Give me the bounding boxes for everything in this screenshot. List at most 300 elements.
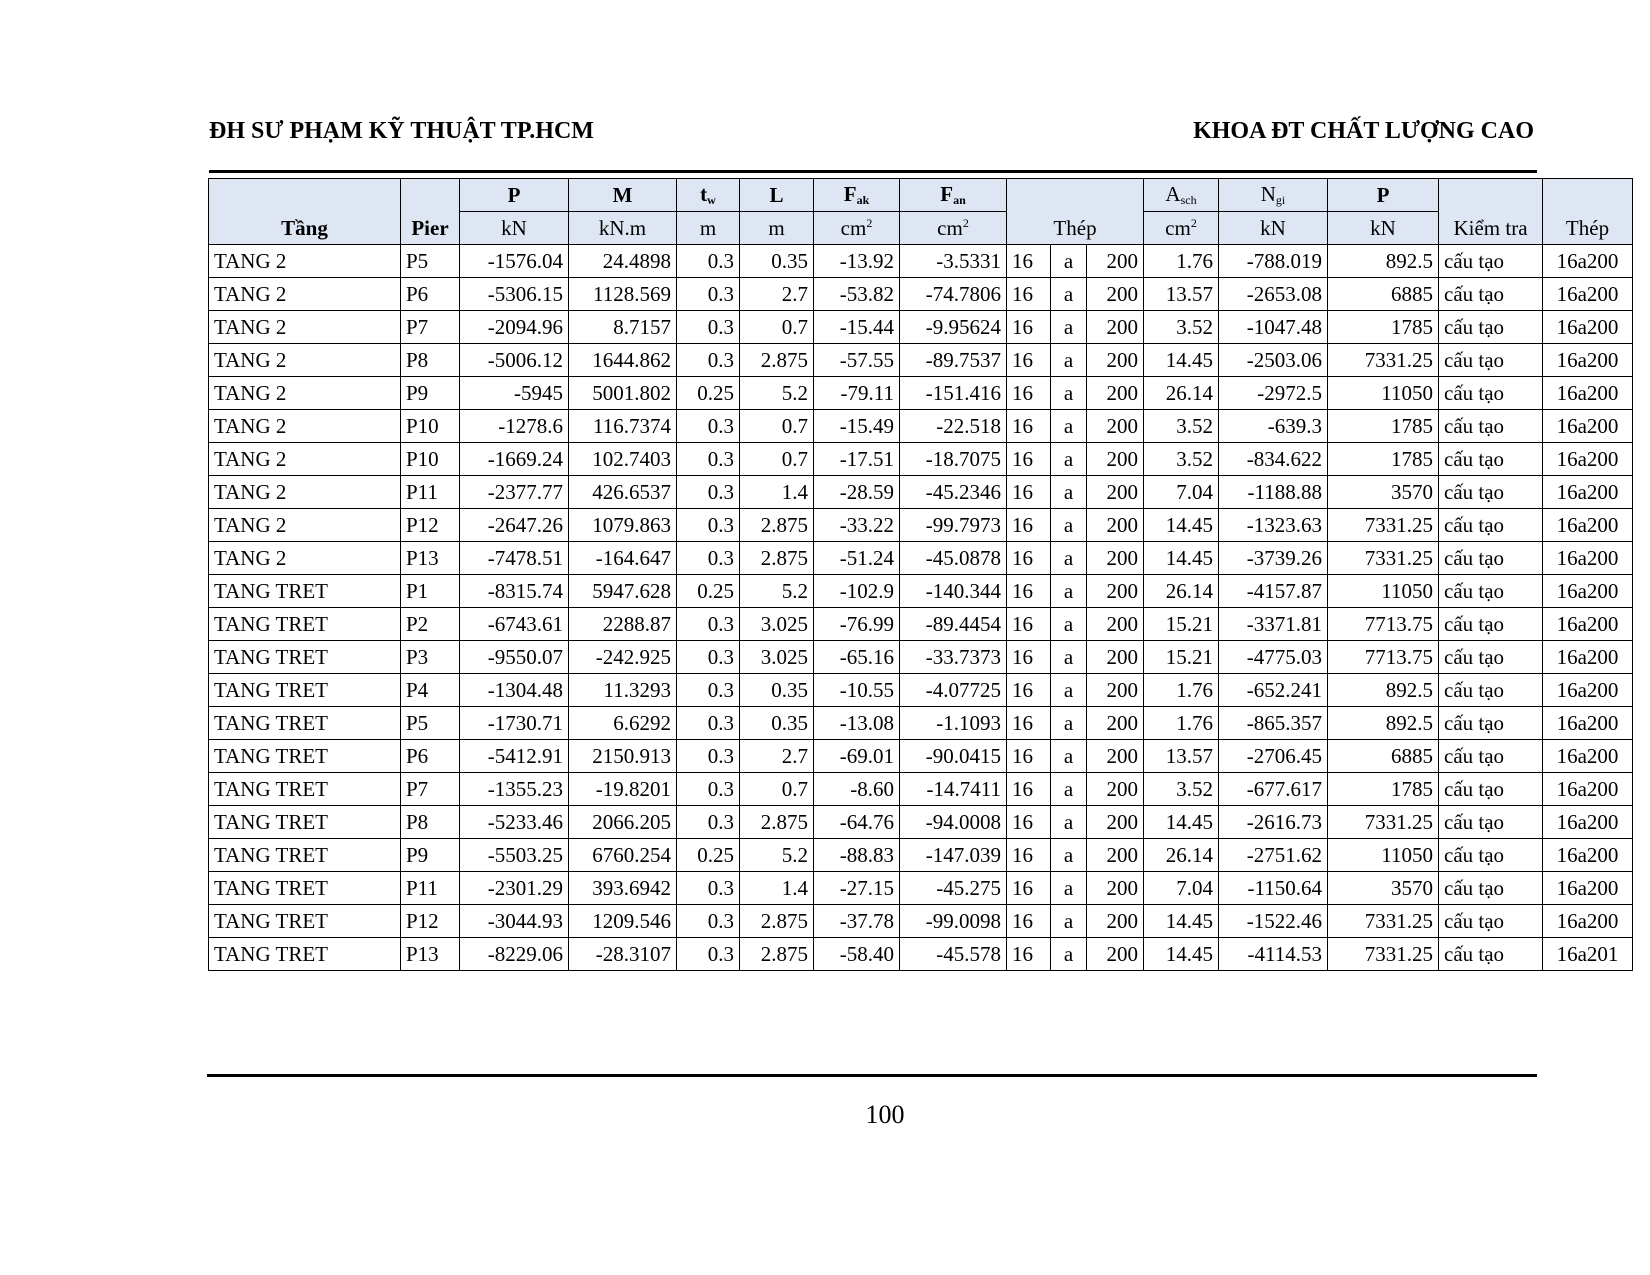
cell-thep: 16a200	[1543, 509, 1633, 542]
cell-fak: -76.99	[814, 608, 900, 641]
cell-m: 426.6537	[569, 476, 677, 509]
cell-m: -28.3107	[569, 938, 677, 971]
cell-bar-a: a	[1051, 509, 1087, 542]
cell-tang: TANG TRET	[209, 740, 401, 773]
cell-fan: -22.518	[900, 410, 1007, 443]
cell-p: -3044.93	[460, 905, 569, 938]
header-thep: Thép	[1007, 179, 1144, 245]
cell-asch: 26.14	[1144, 839, 1219, 872]
cell-asch: 14.45	[1144, 344, 1219, 377]
cell-m: 393.6942	[569, 872, 677, 905]
cell-fak: -79.11	[814, 377, 900, 410]
unit-asch: $cm^2$	[1144, 212, 1219, 245]
cell-bar-dia: 16	[1007, 707, 1051, 740]
table-row	[209, 311, 1633, 344]
cell-pier: P11	[401, 872, 460, 905]
cell-thep: 16a200	[1543, 278, 1633, 311]
table-row	[209, 377, 1633, 410]
cell-pier: P1	[401, 575, 460, 608]
cell-bar-a: a	[1051, 542, 1087, 575]
cell-kiem-tra: cấu tạo	[1439, 245, 1543, 278]
cell-p2: 6885	[1328, 740, 1439, 773]
cell-tw: 0.3	[677, 542, 740, 575]
cell-l: 0.7	[740, 773, 814, 806]
cell-ngi: -1188.88	[1219, 476, 1328, 509]
cell-bar-dia: 16	[1007, 278, 1051, 311]
cell-m: 1079.863	[569, 509, 677, 542]
header-tw: $t_w$	[677, 179, 740, 212]
cell-p: -6743.61	[460, 608, 569, 641]
cell-p2: 892.5	[1328, 674, 1439, 707]
cell-bar-dia: 16	[1007, 575, 1051, 608]
cell-tw: 0.3	[677, 443, 740, 476]
footer-rule	[207, 1074, 1537, 1077]
cell-fan: -99.0098	[900, 905, 1007, 938]
cell-bar-spacing: 200	[1087, 806, 1144, 839]
cell-kiem-tra: cấu tạo	[1439, 806, 1543, 839]
cell-tang: TANG TRET	[209, 773, 401, 806]
cell-p2: 11050	[1328, 377, 1439, 410]
cell-l: 0.7	[740, 410, 814, 443]
cell-fak: -33.22	[814, 509, 900, 542]
cell-bar-dia: 16	[1007, 905, 1051, 938]
cell-p: -1669.24	[460, 443, 569, 476]
cell-m: 5947.628	[569, 575, 677, 608]
cell-l: 2.875	[740, 806, 814, 839]
cell-bar-a: a	[1051, 806, 1087, 839]
cell-l: 2.875	[740, 344, 814, 377]
cell-p2: 7331.25	[1328, 905, 1439, 938]
table-row	[209, 278, 1633, 311]
cell-bar-a: a	[1051, 575, 1087, 608]
cell-kiem-tra: cấu tạo	[1439, 674, 1543, 707]
table-row	[209, 410, 1633, 443]
cell-bar-spacing: 200	[1087, 509, 1144, 542]
header-kiemtra: Kiểm tra	[1439, 179, 1543, 245]
cell-asch: 1.76	[1144, 707, 1219, 740]
cell-l: 0.35	[740, 245, 814, 278]
cell-p2: 1785	[1328, 410, 1439, 443]
cell-fak: -37.78	[814, 905, 900, 938]
cell-ngi: -639.3	[1219, 410, 1328, 443]
cell-kiem-tra: cấu tạo	[1439, 641, 1543, 674]
cell-ngi: -2751.62	[1219, 839, 1328, 872]
cell-p2: 892.5	[1328, 707, 1439, 740]
cell-m: 24.4898	[569, 245, 677, 278]
cell-fak: -10.55	[814, 674, 900, 707]
cell-kiem-tra: cấu tạo	[1439, 542, 1543, 575]
cell-bar-spacing: 200	[1087, 707, 1144, 740]
cell-tang: TANG 2	[209, 509, 401, 542]
cell-bar-dia: 16	[1007, 938, 1051, 971]
cell-p: -5412.91	[460, 740, 569, 773]
cell-pier: P9	[401, 377, 460, 410]
cell-bar-dia: 16	[1007, 410, 1051, 443]
cell-bar-spacing: 200	[1087, 575, 1144, 608]
cell-bar-a: a	[1051, 608, 1087, 641]
cell-m: 2288.87	[569, 608, 677, 641]
cell-p2: 1785	[1328, 443, 1439, 476]
header-p: P	[460, 179, 569, 212]
cell-fak: -57.55	[814, 344, 900, 377]
cell-ngi: -834.622	[1219, 443, 1328, 476]
cell-pier: P7	[401, 773, 460, 806]
cell-bar-dia: 16	[1007, 311, 1051, 344]
cell-bar-spacing: 200	[1087, 542, 1144, 575]
cell-p2: 3570	[1328, 872, 1439, 905]
cell-tang: TANG 2	[209, 410, 401, 443]
cell-thep: 16a200	[1543, 575, 1633, 608]
cell-bar-dia: 16	[1007, 773, 1051, 806]
cell-ngi: -652.241	[1219, 674, 1328, 707]
cell-bar-a: a	[1051, 410, 1087, 443]
cell-m: 8.7157	[569, 311, 677, 344]
cell-ngi: -2972.5	[1219, 377, 1328, 410]
cell-kiem-tra: cấu tạo	[1439, 476, 1543, 509]
cell-l: 2.875	[740, 542, 814, 575]
cell-bar-a: a	[1051, 443, 1087, 476]
cell-fak: -27.15	[814, 872, 900, 905]
cell-tang: TANG 2	[209, 311, 401, 344]
cell-thep: 16a200	[1543, 542, 1633, 575]
cell-kiem-tra: cấu tạo	[1439, 344, 1543, 377]
cell-asch: 14.45	[1144, 905, 1219, 938]
cell-fak: -15.44	[814, 311, 900, 344]
cell-bar-spacing: 200	[1087, 839, 1144, 872]
cell-tang: TANG TRET	[209, 839, 401, 872]
cell-asch: 3.52	[1144, 443, 1219, 476]
cell-ngi: -1047.48	[1219, 311, 1328, 344]
cell-p2: 7713.75	[1328, 608, 1439, 641]
cell-fan: -89.7537	[900, 344, 1007, 377]
cell-tang: TANG TRET	[209, 641, 401, 674]
cell-bar-spacing: 200	[1087, 410, 1144, 443]
cell-m: 116.7374	[569, 410, 677, 443]
cell-kiem-tra: cấu tạo	[1439, 509, 1543, 542]
cell-asch: 14.45	[1144, 509, 1219, 542]
unit-m: kN.m	[569, 212, 677, 245]
page-number: 100	[865, 1100, 905, 1129]
cell-bar-spacing: 200	[1087, 344, 1144, 377]
cell-asch: 15.21	[1144, 608, 1219, 641]
table-body	[209, 245, 1633, 971]
cell-l: 5.2	[740, 839, 814, 872]
cell-fan: -33.7373	[900, 641, 1007, 674]
cell-bar-spacing: 200	[1087, 938, 1144, 971]
cell-m: -242.925	[569, 641, 677, 674]
cell-p: -5306.15	[460, 278, 569, 311]
cell-kiem-tra: cấu tạo	[1439, 311, 1543, 344]
cell-pier: P7	[401, 311, 460, 344]
cell-bar-spacing: 200	[1087, 905, 1144, 938]
cell-ngi: -2616.73	[1219, 806, 1328, 839]
cell-pier: P13	[401, 542, 460, 575]
cell-fak: -17.51	[814, 443, 900, 476]
cell-tw: 0.3	[677, 311, 740, 344]
cell-p2: 7331.25	[1328, 344, 1439, 377]
cell-bar-a: a	[1051, 674, 1087, 707]
cell-tw: 0.3	[677, 641, 740, 674]
cell-pier: P12	[401, 509, 460, 542]
cell-p: -1576.04	[460, 245, 569, 278]
cell-p: -7478.51	[460, 542, 569, 575]
cell-m: 6760.254	[569, 839, 677, 872]
cell-bar-dia: 16	[1007, 344, 1051, 377]
cell-p2: 3570	[1328, 476, 1439, 509]
cell-bar-spacing: 200	[1087, 773, 1144, 806]
cell-p: -5233.46	[460, 806, 569, 839]
cell-tang: TANG TRET	[209, 707, 401, 740]
cell-tw: 0.3	[677, 410, 740, 443]
unit-fak: $cm^2$	[814, 212, 900, 245]
cell-p2: 7331.25	[1328, 938, 1439, 971]
table-row	[209, 641, 1633, 674]
cell-p2: 7331.25	[1328, 806, 1439, 839]
cell-bar-a: a	[1051, 377, 1087, 410]
cell-tw: 0.3	[677, 740, 740, 773]
cell-thep: 16a200	[1543, 740, 1633, 773]
cell-tw: 0.25	[677, 377, 740, 410]
cell-p: -1304.48	[460, 674, 569, 707]
cell-kiem-tra: cấu tạo	[1439, 938, 1543, 971]
cell-bar-a: a	[1051, 740, 1087, 773]
cell-bar-dia: 16	[1007, 608, 1051, 641]
cell-ngi: -3739.26	[1219, 542, 1328, 575]
cell-fan: -1.1093	[900, 707, 1007, 740]
cell-fan: -147.039	[900, 839, 1007, 872]
cell-fak: -69.01	[814, 740, 900, 773]
cell-bar-dia: 16	[1007, 839, 1051, 872]
header-asch: $A_{sch}$	[1144, 179, 1219, 212]
cell-fan: -45.2346	[900, 476, 1007, 509]
cell-p: -9550.07	[460, 641, 569, 674]
cell-ngi: -788.019	[1219, 245, 1328, 278]
cell-l: 5.2	[740, 377, 814, 410]
header-faculty: KHOA ĐT CHẤT LƯỢNG CAO	[1193, 118, 1534, 144]
header-pier: Pier	[401, 179, 460, 245]
unit-ngi: kN	[1219, 212, 1328, 245]
table-row	[209, 509, 1633, 542]
cell-fan: -9.95624	[900, 311, 1007, 344]
cell-tw: 0.3	[677, 476, 740, 509]
cell-ngi: -1150.64	[1219, 872, 1328, 905]
unit-p2: kN	[1328, 212, 1439, 245]
cell-m: 102.7403	[569, 443, 677, 476]
cell-fak: -58.40	[814, 938, 900, 971]
cell-ngi: -3371.81	[1219, 608, 1328, 641]
cell-p2: 7713.75	[1328, 641, 1439, 674]
header-university: ĐH SƯ PHẠM KỸ THUẬT TP.HCM	[209, 118, 594, 144]
cell-tw: 0.3	[677, 509, 740, 542]
cell-fan: -90.0415	[900, 740, 1007, 773]
cell-tang: TANG TRET	[209, 674, 401, 707]
cell-asch: 15.21	[1144, 641, 1219, 674]
cell-l: 3.025	[740, 641, 814, 674]
cell-m: 5001.802	[569, 377, 677, 410]
cell-bar-dia: 16	[1007, 674, 1051, 707]
cell-fan: -18.7075	[900, 443, 1007, 476]
cell-asch: 14.45	[1144, 938, 1219, 971]
cell-asch: 13.57	[1144, 740, 1219, 773]
cell-tw: 0.3	[677, 806, 740, 839]
cell-fan: -3.5331	[900, 245, 1007, 278]
cell-l: 0.35	[740, 674, 814, 707]
cell-ngi: -2503.06	[1219, 344, 1328, 377]
cell-pier: P8	[401, 806, 460, 839]
cell-asch: 13.57	[1144, 278, 1219, 311]
cell-bar-a: a	[1051, 245, 1087, 278]
cell-thep: 16a200	[1543, 641, 1633, 674]
cell-tw: 0.3	[677, 278, 740, 311]
table-header	[209, 179, 1633, 245]
cell-thep: 16a200	[1543, 707, 1633, 740]
cell-fan: -94.0008	[900, 806, 1007, 839]
cell-p2: 892.5	[1328, 245, 1439, 278]
cell-tang: TANG TRET	[209, 872, 401, 905]
cell-asch: 3.52	[1144, 773, 1219, 806]
cell-fan: -4.07725	[900, 674, 1007, 707]
cell-kiem-tra: cấu tạo	[1439, 839, 1543, 872]
cell-bar-a: a	[1051, 839, 1087, 872]
cell-pier: P4	[401, 674, 460, 707]
cell-l: 2.875	[740, 509, 814, 542]
cell-bar-dia: 16	[1007, 377, 1051, 410]
cell-p: -5945	[460, 377, 569, 410]
cell-bar-a: a	[1051, 476, 1087, 509]
cell-kiem-tra: cấu tạo	[1439, 773, 1543, 806]
cell-bar-spacing: 200	[1087, 674, 1144, 707]
cell-l: 1.4	[740, 476, 814, 509]
cell-bar-spacing: 200	[1087, 872, 1144, 905]
cell-tang: TANG 2	[209, 443, 401, 476]
cell-bar-dia: 16	[1007, 806, 1051, 839]
cell-bar-a: a	[1051, 641, 1087, 674]
cell-p: -2301.29	[460, 872, 569, 905]
cell-fak: -15.49	[814, 410, 900, 443]
cell-tw: 0.3	[677, 872, 740, 905]
cell-p: -5006.12	[460, 344, 569, 377]
cell-tang: TANG 2	[209, 278, 401, 311]
cell-bar-a: a	[1051, 938, 1087, 971]
cell-asch: 3.52	[1144, 311, 1219, 344]
cell-thep: 16a200	[1543, 377, 1633, 410]
cell-m: 2150.913	[569, 740, 677, 773]
cell-bar-spacing: 200	[1087, 377, 1144, 410]
cell-fan: -14.7411	[900, 773, 1007, 806]
cell-p2: 1785	[1328, 773, 1439, 806]
cell-tang: TANG TRET	[209, 905, 401, 938]
cell-ngi: -2706.45	[1219, 740, 1328, 773]
header-p2: P	[1328, 179, 1439, 212]
cell-asch: 1.76	[1144, 674, 1219, 707]
cell-bar-dia: 16	[1007, 641, 1051, 674]
cell-fak: -51.24	[814, 542, 900, 575]
cell-pier: P9	[401, 839, 460, 872]
cell-m: 1128.569	[569, 278, 677, 311]
cell-pier: P5	[401, 245, 460, 278]
table-row	[209, 806, 1633, 839]
cell-asch: 7.04	[1144, 872, 1219, 905]
cell-fak: -13.92	[814, 245, 900, 278]
cell-bar-a: a	[1051, 707, 1087, 740]
cell-pier: P13	[401, 938, 460, 971]
cell-tang: TANG TRET	[209, 938, 401, 971]
table-row	[209, 575, 1633, 608]
table-row	[209, 608, 1633, 641]
cell-fan: -99.7973	[900, 509, 1007, 542]
cell-ngi: -4157.87	[1219, 575, 1328, 608]
cell-p2: 11050	[1328, 575, 1439, 608]
cell-tang: TANG TRET	[209, 608, 401, 641]
cell-l: 1.4	[740, 872, 814, 905]
cell-bar-spacing: 200	[1087, 443, 1144, 476]
cell-fak: -8.60	[814, 773, 900, 806]
cell-bar-a: a	[1051, 311, 1087, 344]
cell-p: -1278.6	[460, 410, 569, 443]
header-l: L	[740, 179, 814, 212]
cell-thep: 16a200	[1543, 839, 1633, 872]
cell-fak: -102.9	[814, 575, 900, 608]
cell-p: -2094.96	[460, 311, 569, 344]
cell-l: 0.35	[740, 707, 814, 740]
cell-pier: P5	[401, 707, 460, 740]
table-row	[209, 344, 1633, 377]
cell-ngi: -2653.08	[1219, 278, 1328, 311]
cell-m: 1644.862	[569, 344, 677, 377]
cell-l: 0.7	[740, 311, 814, 344]
cell-kiem-tra: cấu tạo	[1439, 740, 1543, 773]
cell-bar-spacing: 200	[1087, 641, 1144, 674]
cell-kiem-tra: cấu tạo	[1439, 278, 1543, 311]
cell-tw: 0.25	[677, 575, 740, 608]
cell-tang: TANG TRET	[209, 575, 401, 608]
table-row	[209, 872, 1633, 905]
cell-kiem-tra: cấu tạo	[1439, 905, 1543, 938]
cell-thep: 16a200	[1543, 476, 1633, 509]
cell-m: -164.647	[569, 542, 677, 575]
cell-kiem-tra: cấu tạo	[1439, 377, 1543, 410]
cell-tw: 0.3	[677, 707, 740, 740]
cell-p2: 7331.25	[1328, 542, 1439, 575]
cell-asch: 14.45	[1144, 806, 1219, 839]
header-ngi: $N_{gi}$	[1219, 179, 1328, 212]
cell-bar-spacing: 200	[1087, 476, 1144, 509]
cell-pier: P8	[401, 344, 460, 377]
table-row	[209, 905, 1633, 938]
cell-pier: P3	[401, 641, 460, 674]
cell-m: 2066.205	[569, 806, 677, 839]
cell-bar-dia: 16	[1007, 872, 1051, 905]
cell-thep: 16a200	[1543, 608, 1633, 641]
unit-l: m	[740, 212, 814, 245]
cell-p: -2377.77	[460, 476, 569, 509]
cell-tw: 0.3	[677, 608, 740, 641]
cell-tw: 0.25	[677, 839, 740, 872]
cell-tw: 0.3	[677, 905, 740, 938]
cell-fan: -89.4454	[900, 608, 1007, 641]
header-thep2: Thép	[1543, 179, 1633, 245]
cell-bar-spacing: 200	[1087, 311, 1144, 344]
cell-thep: 16a200	[1543, 443, 1633, 476]
cell-tang: TANG 2	[209, 542, 401, 575]
cell-tang: TANG 2	[209, 377, 401, 410]
cell-fak: -13.08	[814, 707, 900, 740]
cell-fan: -151.416	[900, 377, 1007, 410]
cell-thep: 16a200	[1543, 905, 1633, 938]
unit-fan: $cm^2$	[900, 212, 1007, 245]
table-row	[209, 245, 1633, 278]
cell-tw: 0.3	[677, 674, 740, 707]
